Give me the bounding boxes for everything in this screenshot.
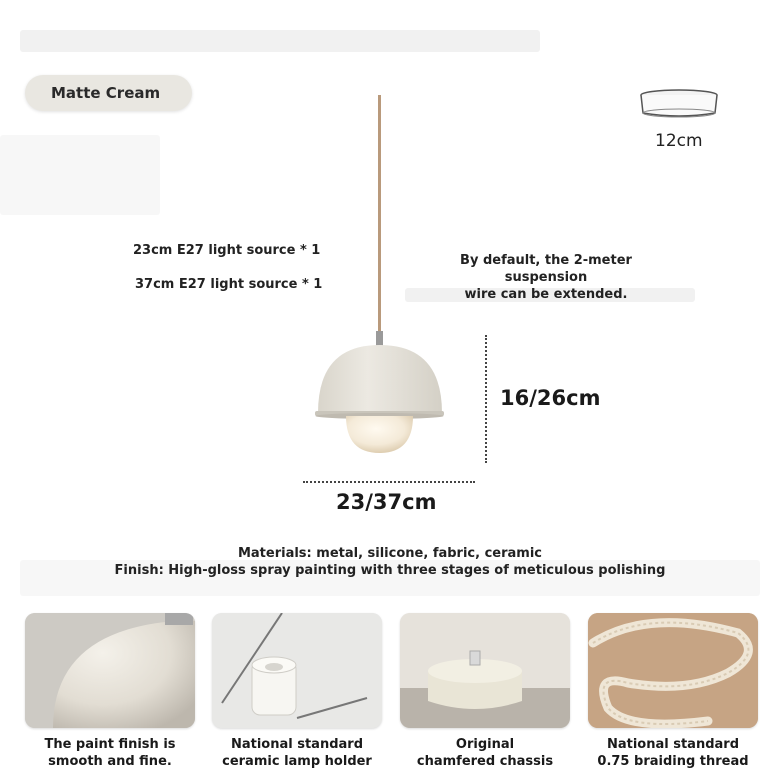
detail-caption-lamp-holder — [202, 736, 392, 770]
caption-line: 0.75 braiding thread — [597, 754, 749, 769]
caption-line: The paint finish is — [44, 737, 176, 752]
detail-image-chassis — [400, 613, 570, 728]
pendant-lamp-illustration — [300, 95, 470, 460]
caption-line: chamfered chassis — [416, 754, 554, 769]
detail-caption-braiding-thread — [578, 736, 768, 770]
chassis-illustration — [400, 613, 570, 728]
width-dimension-label: 23/37cm — [336, 490, 437, 514]
braiding-thread-illustration — [588, 613, 758, 728]
caption-line: ceramic lamp holder — [222, 754, 372, 769]
caption-line: National standard — [230, 737, 364, 752]
detail-image-paint-finish — [25, 613, 195, 728]
caption-line: smooth and fine. — [48, 754, 172, 769]
canopy-size-label: 12cm — [655, 131, 703, 151]
wire-note-line: By default, the 2-meter suspension — [460, 253, 632, 285]
finish-line: Finish: High-gloss spray painting with three stages of meticulous polishing — [114, 563, 666, 578]
height-dimension-line — [485, 335, 487, 463]
detail-image-lamp-holder — [212, 613, 382, 728]
detail-image-braiding-thread — [588, 613, 758, 728]
caption-line: Original — [455, 737, 515, 752]
spec-large-light-source: 37cm E27 light source * 1 — [135, 277, 323, 292]
color-badge — [25, 75, 192, 111]
paint-finish-illustration — [25, 613, 195, 728]
materials-line: Materials: metal, silicone, fabric, ceramic — [237, 546, 543, 561]
background-artifact — [0, 135, 160, 215]
canopy-icon — [636, 86, 722, 122]
caption-line: National standard — [606, 737, 740, 752]
background-artifact — [20, 30, 540, 52]
detail-caption-chassis — [390, 736, 580, 770]
lamp-holder-illustration — [212, 613, 382, 728]
height-dimension-label: 16/26cm — [500, 386, 601, 410]
color-badge-label: Matte Cream — [51, 84, 161, 102]
detail-caption-paint-finish — [15, 736, 205, 770]
wire-note-line: wire can be extended. — [464, 287, 628, 302]
spec-small-light-source: 23cm E27 light source * 1 — [133, 243, 321, 258]
width-dimension-line — [303, 481, 475, 483]
materials-block — [0, 545, 780, 579]
